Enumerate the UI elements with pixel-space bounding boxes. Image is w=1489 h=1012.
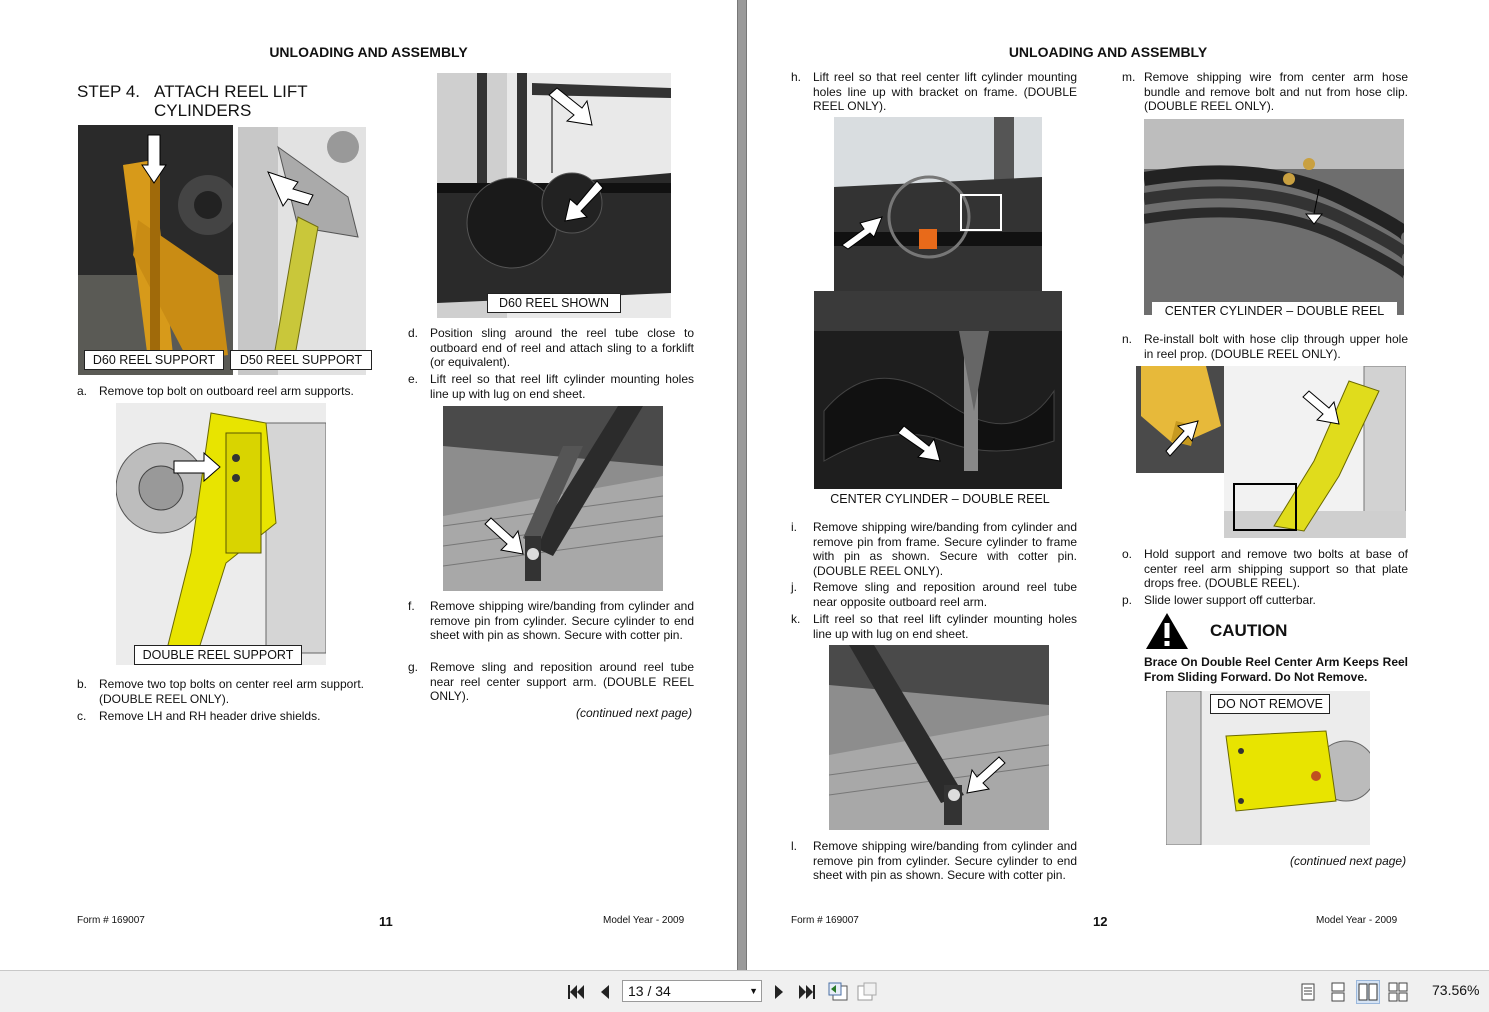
page-divider bbox=[737, 0, 747, 970]
next-page-button[interactable] bbox=[768, 981, 790, 1003]
page-number: 11 bbox=[379, 914, 393, 929]
caption-d60-reel-shown: D60 REEL SHOWN bbox=[487, 293, 621, 313]
model-year: Model Year - 2009 bbox=[1316, 915, 1398, 926]
photo-center-cylinder-right bbox=[1144, 119, 1404, 315]
dropdown-arrow-icon[interactable]: ▼ bbox=[749, 986, 758, 996]
step-l: l. Remove shipping wire/banding from cylinder and remove pin from cylinder. Secure cylinder to end sheet with pin as shown. Secure with cotter pin. bbox=[791, 839, 1077, 882]
continuous-facing-view-button[interactable] bbox=[1386, 980, 1410, 1004]
go-back-button[interactable] bbox=[827, 981, 849, 1003]
step-e: e. Lift reel so that reel lift cylinder mounting holes line up with lug on end sheet. bbox=[408, 372, 694, 401]
step-i: i. Remove shipping wire/banding from cylinder and remove pin from frame. Secure cylinder to frame with pin as shown. Secure with cotter pin. (DOUBLE REEL ONLY). bbox=[791, 520, 1077, 578]
photo-reel-prop-main bbox=[1224, 366, 1406, 538]
left-page bbox=[0, 0, 737, 970]
photo-cylinder-end-sheet bbox=[829, 645, 1049, 830]
last-page-icon bbox=[798, 984, 816, 1000]
continuous-facing-icon bbox=[1388, 982, 1408, 1002]
caution-text: Brace On Double Reel Center Arm Keeps Reel From Sliding Forward. Do Not Remove. bbox=[1144, 655, 1408, 684]
continuous-view-button[interactable] bbox=[1326, 980, 1350, 1004]
go-forward-button[interactable] bbox=[856, 981, 878, 1003]
caption-center-cylinder-left: CENTER CYLINDER – DOUBLE REEL bbox=[830, 492, 1050, 506]
caption-center-cylinder-right: CENTER CYLINDER – DOUBLE REEL bbox=[1152, 302, 1397, 320]
warning-icon bbox=[1144, 611, 1190, 651]
facing-view-button[interactable] bbox=[1356, 980, 1380, 1004]
photo-cylinder-pin bbox=[443, 406, 663, 591]
step-d: d. Position sling around the reel tube close to outboard end of reel and attach sling to a forklift (or equivalent). bbox=[408, 326, 694, 369]
step-n: n. Re-install bolt with hose clip through upper hole in reel prop. (DOUBLE REEL ONLY). bbox=[1122, 332, 1408, 361]
step-k: k. Lift reel so that reel lift cylinder mounting holes line up with lug on end sheet. bbox=[791, 612, 1077, 641]
form-number: Form # 169007 bbox=[791, 915, 859, 926]
continued-next-page: (continued next page) bbox=[576, 706, 693, 720]
page-number: 12 bbox=[1093, 914, 1108, 929]
caption-double-reel-support: DOUBLE REEL SUPPORT bbox=[134, 645, 302, 665]
caption-d50-reel-support: D50 REEL SUPPORT bbox=[230, 350, 372, 370]
previous-page-button[interactable] bbox=[594, 981, 616, 1003]
page-number-input[interactable] bbox=[622, 980, 762, 1002]
step-h: h. Lift reel so that reel center lift cylinder mounting holes line up with bracket on frame. (DOUBLE REEL ONLY). bbox=[791, 70, 1077, 113]
photo-reel-center-top bbox=[834, 117, 1042, 295]
first-page-button[interactable] bbox=[565, 981, 587, 1003]
photo-center-cylinder-left bbox=[814, 291, 1062, 489]
facing-pages-icon bbox=[1358, 983, 1378, 1001]
previous-page-icon bbox=[599, 984, 611, 1000]
photo-d50-reel-support bbox=[238, 127, 366, 375]
last-page-button[interactable] bbox=[796, 981, 818, 1003]
zoom-level[interactable]: 73.56% bbox=[1432, 982, 1480, 998]
page-indicator: 13 / 34 bbox=[628, 983, 671, 999]
caption-do-not-remove: DO NOT REMOVE bbox=[1210, 694, 1330, 714]
go-back-icon bbox=[827, 982, 849, 1002]
step-a: a. Remove top bolt on outboard reel arm supports. bbox=[77, 384, 354, 398]
continuous-page-icon bbox=[1330, 982, 1346, 1002]
caution-title: CAUTION bbox=[1210, 621, 1288, 640]
photo-d60-reel-support bbox=[78, 125, 233, 375]
step-p: p. Slide lower support off cutterbar. bbox=[1122, 593, 1316, 607]
step-f: f. Remove shipping wire/banding from cylinder and remove pin from cylinder. Secure cylinder to end sheet with pin as shown. Secure with cotter pin. bbox=[408, 599, 694, 642]
photo-double-reel-support bbox=[116, 403, 326, 665]
step-b: b. Remove two top bolts on center reel arm support. (DOUBLE REEL ONLY). bbox=[77, 677, 364, 706]
single-page-view-button[interactable] bbox=[1296, 980, 1320, 1004]
photo-do-not-remove bbox=[1166, 691, 1370, 845]
step-g: g. Remove sling and reposition around reel tube near reel center support arm. (DOUBLE REEL ONLY). bbox=[408, 660, 694, 703]
step-title-line-2: CYLINDERS bbox=[154, 101, 252, 120]
step-number: STEP 4. bbox=[77, 82, 140, 101]
next-page-icon bbox=[773, 984, 785, 1000]
step-title bbox=[77, 82, 308, 120]
step-title-line-1: ATTACH REEL LIFT bbox=[154, 82, 308, 101]
step-o: o. Hold support and remove two bolts at base of center reel arm shipping support so that plate drops free. (DOUBLE REEL). bbox=[1122, 547, 1408, 590]
step-c: c. Remove LH and RH header drive shields. bbox=[77, 709, 321, 723]
page-header: UNLOADING AND ASSEMBLY bbox=[1008, 44, 1208, 60]
go-forward-icon bbox=[856, 982, 878, 1002]
step-m: m. Remove shipping wire from center arm hose bundle and remove bolt and nut from hose clip. (DOUBLE REEL ONLY). bbox=[1122, 70, 1408, 113]
page-header: UNLOADING AND ASSEMBLY bbox=[269, 44, 468, 60]
photo-reel-prop-inset bbox=[1136, 366, 1225, 473]
caption-d60-reel-support: D60 REEL SUPPORT bbox=[84, 350, 224, 370]
form-number: Form # 169007 bbox=[77, 915, 145, 926]
first-page-icon bbox=[567, 984, 585, 1000]
continued-next-page: (continued next page) bbox=[1290, 854, 1407, 868]
step-j: j. Remove sling and reposition around reel tube near opposite outboard reel arm. bbox=[791, 580, 1077, 609]
single-page-icon bbox=[1301, 983, 1315, 1001]
right-page bbox=[747, 0, 1489, 970]
model-year: Model Year - 2009 bbox=[603, 915, 685, 926]
photo-d60-reel-shown bbox=[437, 73, 671, 318]
